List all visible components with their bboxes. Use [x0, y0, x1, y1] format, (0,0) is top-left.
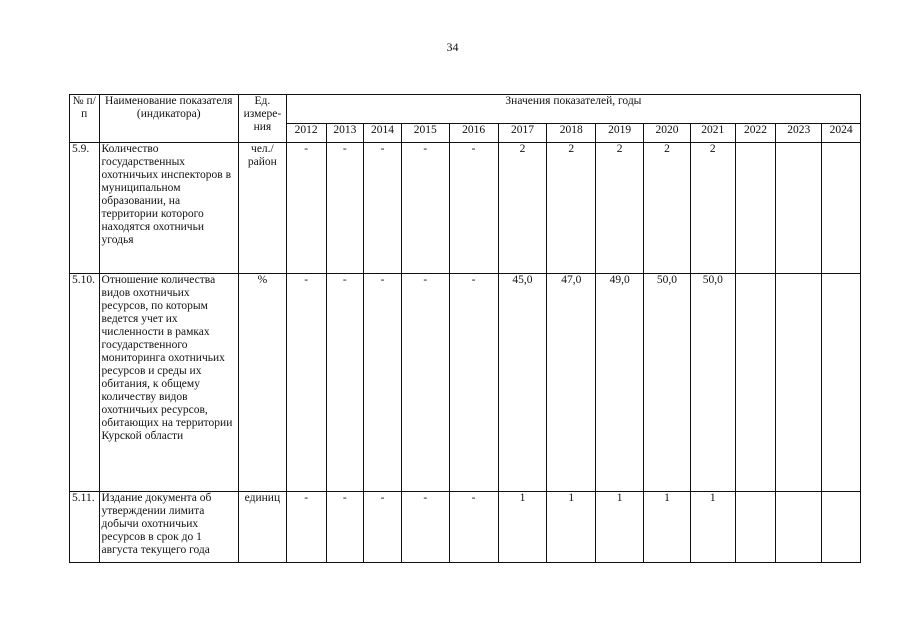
value-cell: -: [286, 143, 326, 274]
value-cell: 2: [644, 143, 691, 274]
value-cell: [822, 492, 861, 563]
value-cell: -: [449, 143, 498, 274]
value-cell: -: [401, 274, 449, 492]
value-cell: 1: [547, 492, 596, 563]
table-row: [70, 274, 861, 492]
value-cell: [776, 492, 822, 563]
value-cell: -: [286, 274, 326, 492]
value-cell: 1: [596, 492, 644, 563]
value-cell: 1: [644, 492, 691, 563]
header-name: Наименование показателя (индикатора): [99, 95, 238, 143]
value-cell: 1: [690, 492, 735, 563]
unit-cell: %: [238, 274, 286, 492]
value-cell: 50,0: [644, 274, 691, 492]
header-year: 2016: [449, 124, 498, 143]
value-cell: -: [326, 274, 364, 492]
value-cell: [735, 274, 776, 492]
value-cell: [822, 143, 861, 274]
page-number: 34: [446, 40, 459, 54]
header-year: 2014: [364, 124, 402, 143]
value-cell: -: [401, 492, 449, 563]
indicator-name: Отношение количества видов охотничьих ресурсов, по которым ведется учет их численности в рамках государственного мониторинга охотничьих ресурсов и среды их обитания, к общему количеству видов охотничьих ресурсов, обитающих на территории Курской области: [99, 274, 238, 492]
value-cell: 2: [547, 143, 596, 274]
unit-cell: чел./ район: [238, 143, 286, 274]
value-cell: -: [326, 143, 364, 274]
header-num: № п/п: [70, 95, 100, 143]
header-year: 2013: [326, 124, 364, 143]
value-cell: -: [364, 274, 402, 492]
header-year: 2017: [498, 124, 547, 143]
indicator-name: Количество государственных охотничьих инспекторов в муниципальном образовании, на территории которого находятся охотничьи угодья: [99, 143, 238, 274]
value-cell: [776, 274, 822, 492]
header-year: 2023: [776, 124, 822, 143]
value-cell: 50,0: [690, 274, 735, 492]
header-year: 2018: [547, 124, 596, 143]
indicators-table: [69, 94, 861, 563]
row-number: 5.9.: [70, 143, 100, 274]
value-cell: -: [326, 492, 364, 563]
value-cell: 49,0: [596, 274, 644, 492]
value-cell: 2: [690, 143, 735, 274]
value-cell: 47,0: [547, 274, 596, 492]
header-year: 2015: [401, 124, 449, 143]
value-cell: -: [364, 492, 402, 563]
value-cell: -: [449, 492, 498, 563]
table-row: [70, 143, 861, 274]
row-number: 5.10.: [70, 274, 100, 492]
value-cell: [735, 143, 776, 274]
header-year: 2019: [596, 124, 644, 143]
value-cell: [776, 143, 822, 274]
header-year: 2012: [286, 124, 326, 143]
header-unit: Ед. измере-ния: [238, 95, 286, 143]
value-cell: 2: [596, 143, 644, 274]
value-cell: 2: [498, 143, 547, 274]
header-year: 2024: [822, 124, 861, 143]
value-cell: [735, 492, 776, 563]
unit-cell: единиц: [238, 492, 286, 563]
value-cell: -: [286, 492, 326, 563]
value-cell: -: [401, 143, 449, 274]
value-cell: 45,0: [498, 274, 547, 492]
header-year: 2021: [690, 124, 735, 143]
header-year: 2020: [644, 124, 691, 143]
value-cell: -: [364, 143, 402, 274]
header-year: 2022: [735, 124, 776, 143]
value-cell: -: [449, 274, 498, 492]
indicator-name: Издание документа об утверждении лимита добычи охотничьих ресурсов в срок до 1 августа текущего года: [99, 492, 238, 563]
value-cell: [822, 274, 861, 492]
row-number: 5.11.: [70, 492, 100, 563]
table-row: [70, 492, 861, 563]
value-cell: 1: [498, 492, 547, 563]
header-values-group: Значения показателей, годы: [286, 95, 860, 124]
